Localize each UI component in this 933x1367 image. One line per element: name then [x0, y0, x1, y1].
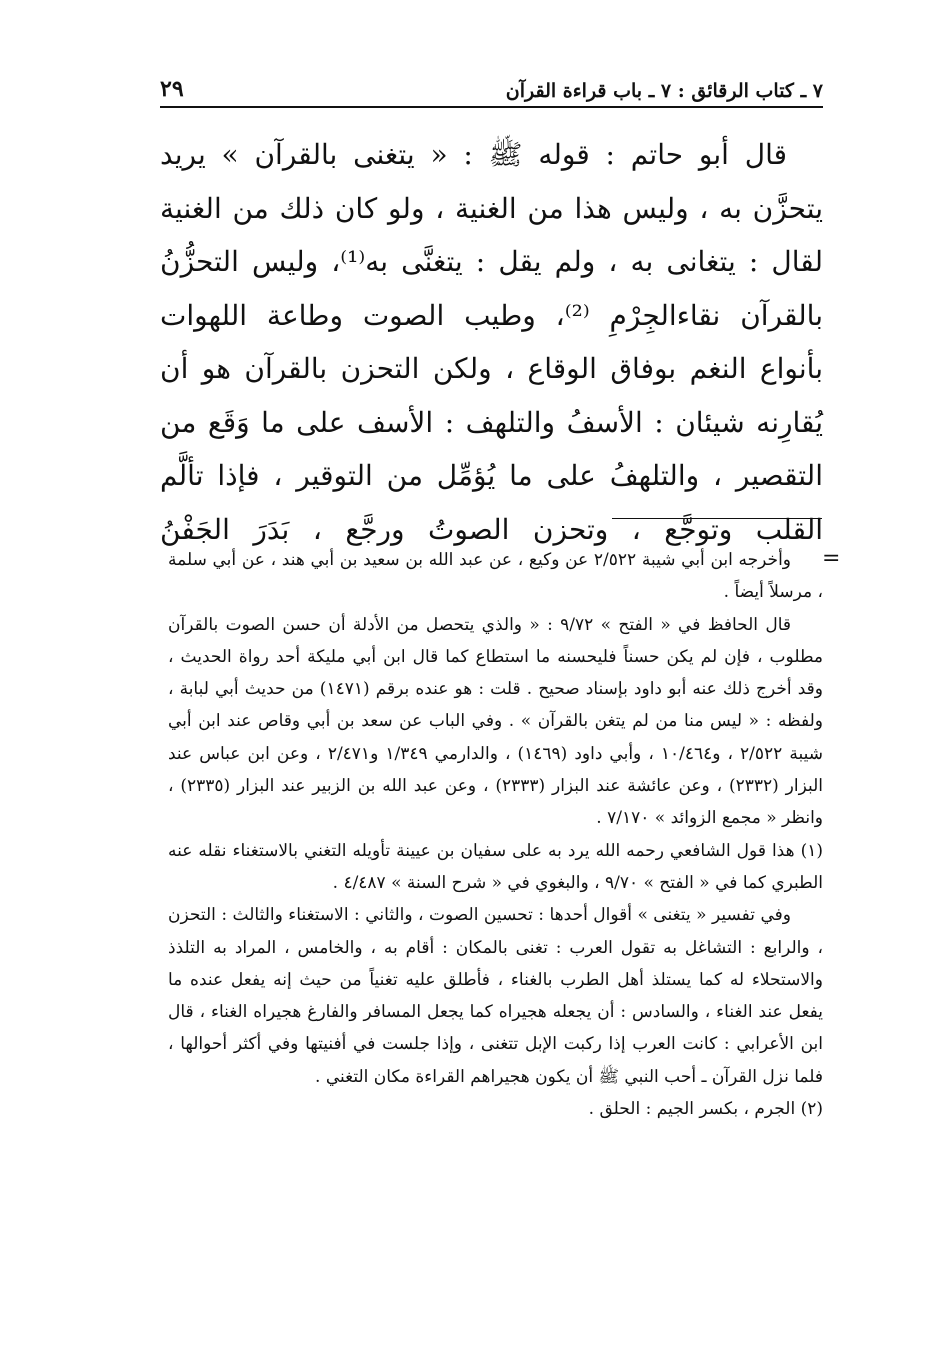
continuation-marker: = [822, 546, 841, 571]
main-paragraph: قال أبو حاتم : قوله ﷺ : « يتغنى بالقرآن » يريد يتحزَّن به ، وليس هذا من الغنية ، ولو كان ذلك من الغنية لقال : يتغانى به ، ولم يقل : يتغنَّى به⁽¹⁾، وليس التحزُّنُ بالقرآن نقاءالجِرْمِ ⁽²⁾، وطيب الصوت وطاعة اللهوات بأنواع النغم بوفاق الوقاع ، ولكن التحزن بالقرآن هو أن يُقارِنه شيئان : الأسفُ والتلهف : الأسف على ما وَقَع من التقصير ، والتلهفُ على ما يُؤمِّل من التوقير ، فإذا تألَّم القلب وتوجَّع ، وتحزن الصوتُ ورجَّع ، بَدَرَ الجَفْنُ [160, 138, 823, 546]
footnote-continuation-2: قال الحافظ في « الفتح » ٩/٧٢ : « والذي يتحصل من الأدلة أن حسن الصوت بالقرآن مطلوب ، فإن لم يكن حسناً فليحسنه ما استطاع كما قال ابن أبي مليكة أحد رواة الحديث ، وقد أخرج ذلك عنه أبو داود بإسناد صحيح . قلت : هو عنده برقم (١٤٧١) من حديث أبي لبابة ، ولفظه : « ليس منا من لم يتغن بالقرآن » . وفي الباب عن سعد بن أبي وقاص عند ابن أبي شيبة ٢/٥٢٢ ، و١٠/٤٦٤ ، وأبي داود (١٤٦٩) ، والدارمي ١/٣٤٩ و٢/٤٧١ ، وعن ابن عباس عند البزار (٢٣٣٢) ، وعن عائشة عند البزار (٢٣٣٣) ، وعن عبد الله بن الزبير عند البزار (٢٣٣٥) ، وانظر « مجمع الزوائد » ٧/١٧٠ . [168, 614, 823, 829]
header-title: ٧ ـ كتاب الرقائق : ٧ ـ باب قراءة القرآن [505, 80, 823, 102]
footnote-2 [168, 1093, 823, 1125]
main-body [160, 128, 823, 556]
footnote-1-number: (١) [800, 840, 823, 861]
footnote-separator [612, 518, 822, 519]
footnote-continuation-1: وأخرجه ابن أبي شيبة ٢/٥٢٢ عن وكيع ، عن عبد الله بن سعيد بن أبي هند ، عن أبي سلمة ، مرسلاً أيضاً . [168, 550, 823, 603]
footnote-1-text: هذا قول الشافعي رحمه الله يرد به على سفيان بن عيينة تأويله التغني بالاستغناء نقله عنه الطبري كما في « الفتح » ٩/٧٠ ، والبغوي في « شرح السنة » ٤/٤٨٧ . [168, 840, 823, 893]
page-number: ٢٩ [160, 76, 184, 102]
running-header [160, 70, 823, 108]
footnote-1-explanation: وفي تفسير « يتغنى » أقوال أحدها : تحسين الصوت ، والثاني : الاستغناء والثالث : التحزن ، والرابع : التشاغل به تقول العرب : تغنى بالمكان : أقام به ، والخامس ، المراد به التلذذ والاستحلاء له كما يستلذ أهل الطرب بالغناء ، فأطلق عليه تغنياً من حيث إنه يفعل عنده ما يفعل عند الغناء ، والسادس : أن يجعله هجيراه كما يجعل المسافر والفارغ هجيراه الغناء ، قال ابن الأعرابي : كانت العرب إذا ركبت الإبل تتغنى ، وإذا جلست في أفنيتها وفي أكثر أحوالها ، فلما نزل القرآن ـ أحب النبي ﷺ أن يكون هجيراهم القراءة مكان التغني . [168, 905, 823, 1087]
footnote-2-number: (٢) [800, 1099, 823, 1120]
footnote-1 [168, 835, 823, 900]
footnotes [168, 544, 823, 1125]
footnote-2-text: الجرم ، بكسر الجيم : الحلق . [588, 1099, 796, 1120]
